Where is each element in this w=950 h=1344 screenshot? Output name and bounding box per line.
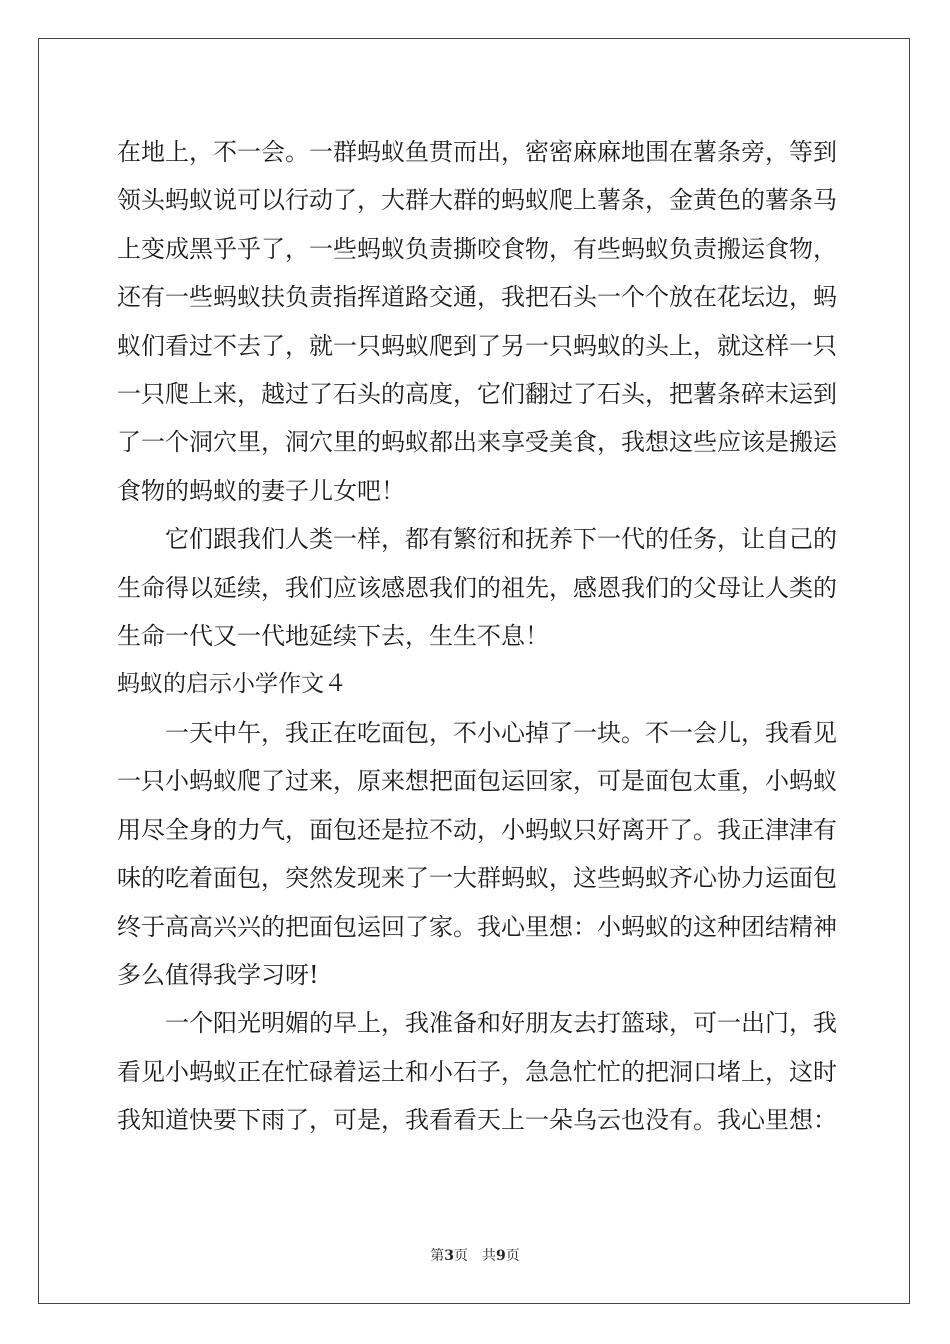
total-pages-number: 9	[496, 1248, 506, 1264]
text-line: 蚁们看过不去了，就一只蚂蚁爬到了另一只蚂蚁的头上，就这样一只	[117, 331, 837, 360]
document-body	[117, 128, 837, 1145]
text-line: 一个阳光明媚的早上，我准备和好朋友去打篮球，可一出门，我	[117, 1009, 837, 1038]
text-line: 生命一代又一代地延续下去，生生不息！	[117, 622, 549, 651]
text-line: 味的吃着面包，突然发现来了一大群蚂蚁，这些蚂蚁齐心协力运面包	[117, 864, 837, 893]
text-line: 还有一些蚂蚁扶负责指挥道路交通，我把石头一个个放在花坛边，蚂	[117, 283, 837, 312]
text-line: 一天中午，我正在吃面包，不小心掉了一块。不一会儿，我看见	[117, 718, 837, 747]
text-line: 上变成黑乎乎了，一些蚂蚁负责撕咬食物，有些蚂蚁负责搬运食物，	[117, 234, 837, 263]
text-line: 食物的蚂蚁的妻子儿女吧！	[117, 476, 405, 505]
text-line: 用尽全身的力气，面包还是拉不动，小蚂蚁只好离开了。我正津津有	[117, 815, 837, 844]
text-line: 我知道快要下雨了，可是，我看看天上一朵乌云也没有。我心里想：	[117, 1106, 837, 1135]
text-line: 多么值得我学习呀!	[117, 960, 319, 989]
current-page-number: 3	[444, 1248, 454, 1264]
page-footer	[0, 1245, 950, 1265]
text-line: 领头蚂蚁说可以行动了，大群大群的蚂蚁爬上薯条，金黄色的薯条马	[117, 186, 837, 215]
text-line: 终于高高兴兴的把面包运回了家。我心里想：小蚂蚁的这种团结精神	[117, 912, 837, 941]
footer-prefix: 第	[430, 1248, 445, 1264]
section-heading: 蚂蚁的启示小学作文４	[117, 671, 347, 698]
text-line: 看见小蚂蚁正在忙碌着运土和小石子，急急忙忙的把洞口堵上，这时	[117, 1057, 837, 1086]
text-line: 一只爬上来，越过了石头的高度，它们翻过了石头，把薯条碎末运到	[117, 380, 837, 409]
text-line: 在地上，不一会。一群蚂蚁鱼贯而出，密密麻麻地围在薯条旁，等到	[117, 138, 837, 166]
footer-mid: 页 共	[454, 1248, 496, 1264]
text-line: 了一个洞穴里，洞穴里的蚂蚁都出来享受美食，我想这些应该是搬运	[117, 428, 837, 457]
text-line: 一只小蚂蚁爬了过来，原来想把面包运回家，可是面包太重，小蚂蚁	[117, 767, 837, 796]
text-line: 它们跟我们人类一样，都有繁衍和抚养下一代的任务，让自己的	[117, 525, 837, 554]
text-line: 生命得以延续，我们应该感恩我们的祖先，感恩我们的父母让人类的	[117, 573, 837, 602]
footer-suffix: 页	[505, 1248, 520, 1264]
